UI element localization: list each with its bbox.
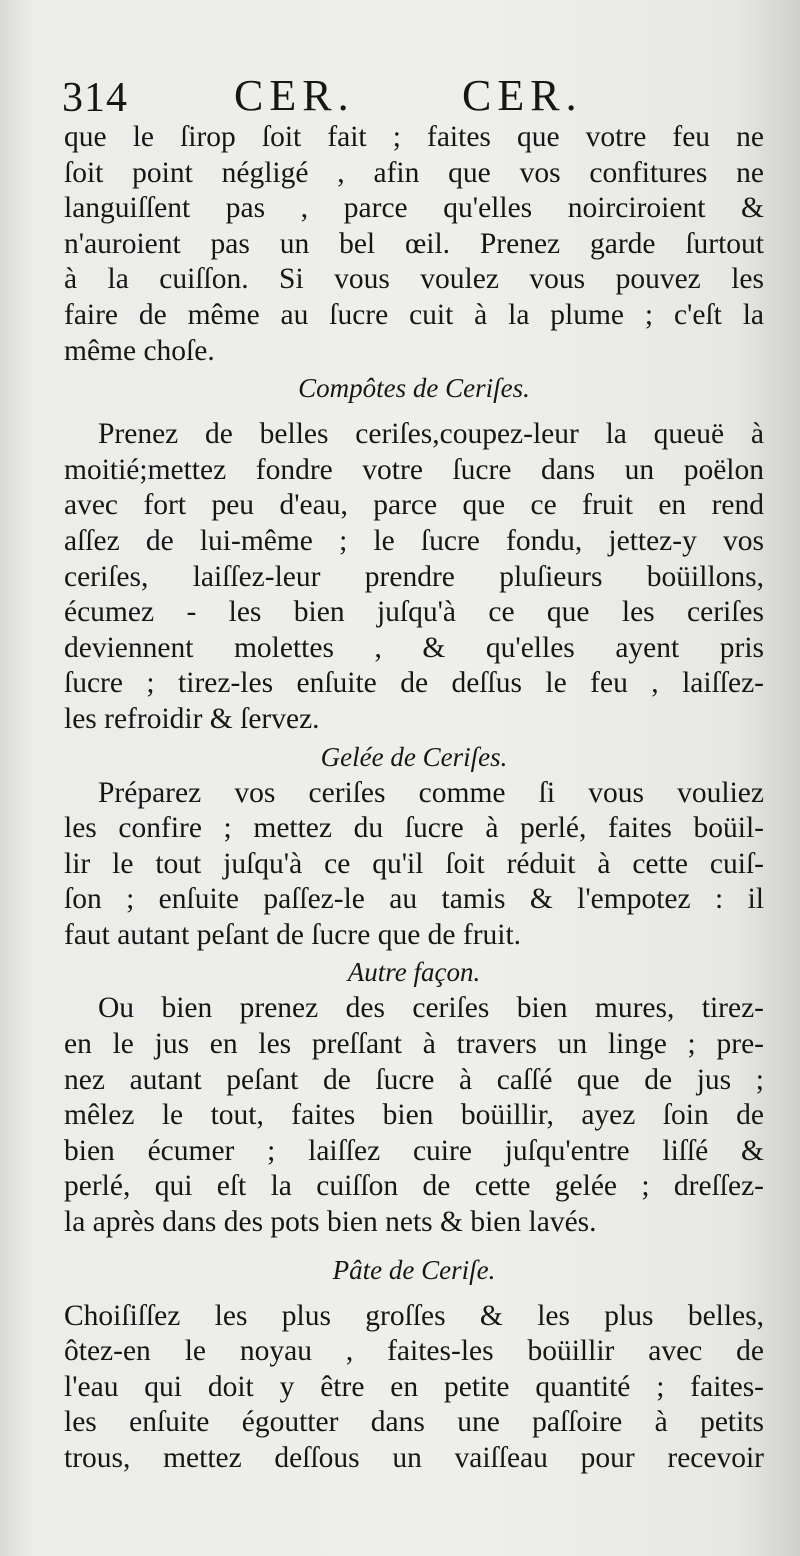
text-line: languiſſent pas , parce qu'elles noirciroient & [64, 192, 764, 225]
section-title-compotes: Compôtes de Ceriſes. [298, 373, 530, 404]
text-line: aſſez de lui-même ; le ſucre fondu, jettez-y vos [64, 524, 764, 557]
text-line: n'auroient pas un bel œil. Prenez garde ſurtout [64, 227, 764, 260]
text-line: Préparez vos ceriſes comme ſi vous vouliez [98, 776, 764, 809]
text-line: Prenez de belles ceriſes,coupez-leur la queuë à [98, 418, 764, 451]
text-line: écumez - les bien juſqu'à ce que les ceriſes [64, 596, 764, 629]
text-line: en le jus en les preſſant à travers un linge ; pre- [64, 1028, 764, 1061]
paragraph-compotes [64, 417, 764, 737]
text-line: nez autant peſant de ſucre à caſſé que de jus ; [64, 1063, 764, 1096]
text-line: les refroidir & ſervez. [64, 702, 320, 735]
text-line: les enſuite égoutter dans une paſſoire à petits [64, 1406, 764, 1439]
section-title-gelee: Gelée de Ceriſes. [320, 741, 508, 772]
text-line: ſucre ; tirez-les enſuite de deſſus le feu , laiſſez- [64, 667, 764, 700]
text-line: faire de même au ſucre cuit à la plume ; c'eſt la [64, 298, 764, 331]
text-line: ſoit point négligé , afin que vos confitures ne [64, 156, 764, 189]
text-line: faut autant peſant de ſucre que de fruit. [64, 918, 522, 951]
text-line: deviennent molettes , & qu'elles ayent pris [64, 631, 764, 664]
text-line: ceriſes, laiſſez-leur prendre pluſieurs boüillons, [64, 560, 764, 593]
text-line: perlé, qui eſt la cuiſſon de cette gelée ; dreſſez- [64, 1170, 764, 1203]
running-head-right: CER. [462, 71, 583, 120]
page-number: 314 [62, 75, 128, 121]
paragraph-pate [64, 1299, 764, 1477]
text-line: trous, mettez deſſous un vaiſſeau pour recevoir [64, 1442, 764, 1474]
text-line: Ou bien prenez des ceriſes bien mures, tirez- [98, 992, 764, 1025]
text-line: à la cuiſſon. Si vous voulez vous pouvez les [64, 263, 764, 296]
text-line: la après dans des pots bien nets & bien lavés. [64, 1206, 597, 1239]
text-line: que le ſirop ſoit fait ; faites que votre feu ne [64, 121, 764, 153]
text-line: ôtez-en le noyau , faites-les boüillir avec de [64, 1335, 764, 1368]
page-body [64, 120, 764, 1477]
text-line: les confire ; mettez du ſucre à perlé, faites boüil- [64, 812, 764, 845]
paragraph-syrup [64, 120, 764, 369]
text-line: mêlez le tout, faites bien boüillir, ayez ſoin de [64, 1099, 764, 1132]
text-line: avec fort peu d'eau, parce que ce fruit en rend [64, 489, 764, 522]
text-line: ſon ; enſuite paſſez-le au tamis & l'empotez : il [64, 883, 764, 916]
text-line: moitié;mettez fondre votre ſucre dans un poëlon [64, 453, 764, 486]
section-title-pate: Pâte de Ceriſe. [332, 1254, 496, 1285]
text-line: l'eau qui doit y être en petite quantité ; faites- [64, 1370, 764, 1403]
text-line: même choſe. [64, 334, 215, 367]
text-line: bien écumer ; laiſſez cuire juſqu'entre liſſé & [64, 1134, 764, 1167]
paragraph-autre-facon [64, 991, 764, 1240]
text-line: lir le tout juſqu'à ce qu'il ſoit réduit à cette cuiſ- [64, 847, 764, 880]
text-line: Choiſiſſez les plus groſſes & les plus belles, [64, 1299, 764, 1332]
running-head-left: CER. [234, 71, 355, 120]
paragraph-gelee [64, 776, 764, 954]
section-title-autre-facon: Autre façon. [347, 957, 481, 988]
